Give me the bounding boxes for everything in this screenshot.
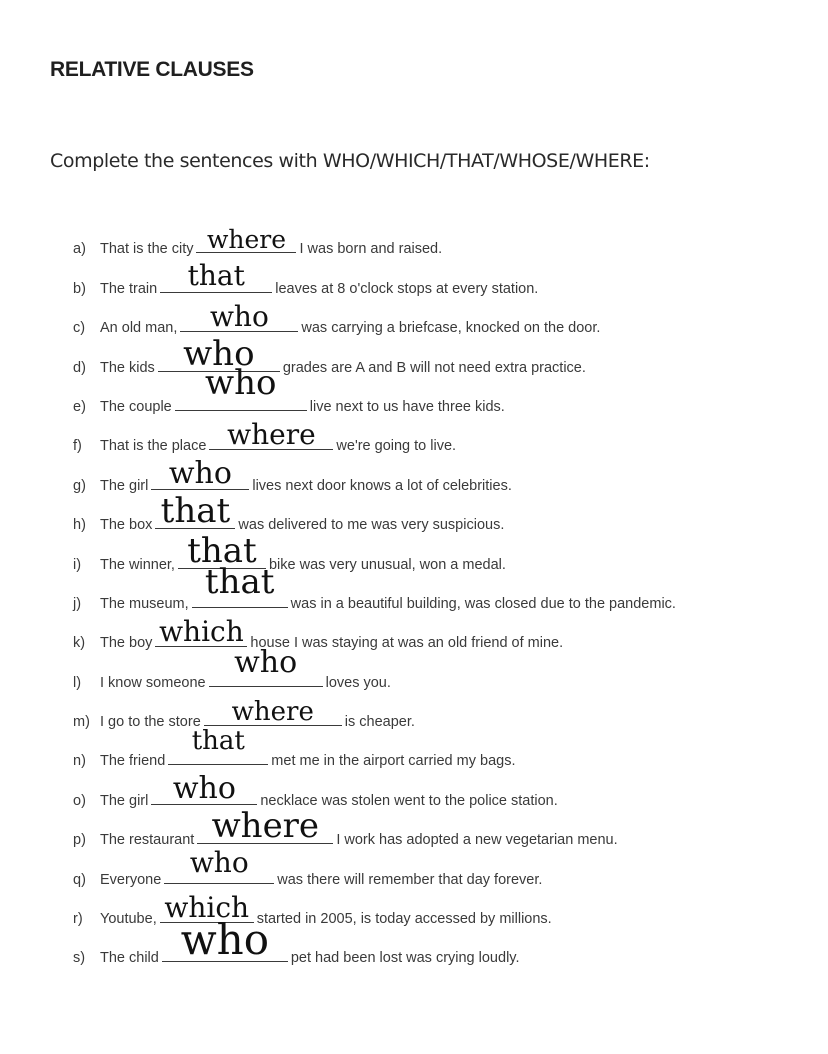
handwritten-answer: who [172, 770, 236, 806]
handwritten-answer: that [191, 726, 245, 757]
sentence-start: That is the city [100, 241, 194, 258]
sentence-start: The boy [100, 635, 153, 652]
sentence-end: was there will remember that day forever. [277, 871, 543, 888]
item-letter: c) [73, 320, 86, 337]
handwritten-answer: that [160, 491, 231, 532]
answer-blank[interactable] [196, 225, 296, 255]
sentence-end: was carrying a briefcase, knocked on the door. [301, 320, 601, 337]
sentence-start: The museum, [100, 595, 189, 612]
sentence-end: started in 2005, is today accessed by millions. [256, 911, 552, 928]
item-letter: q) [73, 871, 86, 888]
sentence-start: The girl [100, 477, 149, 494]
sentence-start: Everyone [100, 871, 162, 888]
sentence-end: grades are A and B will not need extra practice. [282, 359, 586, 376]
sentence-end: house I was staying at was an old friend of mine. [250, 635, 564, 652]
answer-blank[interactable] [164, 845, 274, 884]
sentence-end: necklace was stolen went to the police station. [260, 792, 558, 809]
sentence-start: Youtube, [100, 911, 157, 928]
item-letter: a) [73, 241, 86, 258]
answer-blank[interactable] [204, 697, 342, 728]
item-letter: l) [73, 674, 82, 691]
sentence-end: was in a beautiful building, was closed due to the pandemic. [290, 595, 676, 612]
sentence-end: met me in the airport carried my bags. [271, 753, 516, 770]
item-letter: g) [73, 477, 86, 494]
answer-blank[interactable] [168, 726, 268, 765]
answer-blank[interactable] [209, 644, 323, 687]
sentence-end: pet had been lost was crying loudly. [290, 950, 520, 967]
handwritten-answer: which [164, 891, 250, 925]
handwritten-answer: which [159, 615, 244, 649]
instructions: Complete the sentences with WHO/WHICH/THAT/WHOSE/WHERE: [50, 150, 650, 172]
item-letter: m) [73, 714, 90, 731]
handwritten-answer: who [183, 333, 255, 374]
answer-blank[interactable] [160, 258, 272, 293]
item-letter: f) [73, 438, 82, 455]
item-letter: d) [73, 359, 86, 376]
handwritten-answer: who [209, 300, 269, 334]
sentence-end: live next to us have three kids. [309, 398, 505, 415]
sentence-end: lives next door knows a lot of celebrities. [252, 477, 512, 494]
handwritten-answer: who [205, 362, 277, 403]
answer-blank[interactable] [151, 455, 249, 491]
sentence-start: The child [100, 950, 159, 967]
answer-blank[interactable] [209, 418, 333, 452]
sentence-start: The friend [100, 753, 166, 770]
item-letter: j) [73, 595, 82, 612]
item-letter: e) [73, 398, 86, 415]
answer-blank[interactable] [197, 806, 333, 847]
handwritten-answer: who [180, 915, 269, 965]
item-letter: p) [73, 832, 86, 849]
sentence-end: loves you. [325, 674, 391, 691]
sentence-end: is cheaper. [344, 714, 415, 731]
handwritten-answer: who [189, 845, 249, 879]
sentence-start: I know someone [100, 674, 206, 691]
handwritten-answer: where [227, 418, 316, 452]
sentence-start: The winner, [100, 556, 175, 573]
item-letter: r) [73, 911, 83, 928]
item-letter: h) [73, 517, 86, 534]
handwritten-answer: that [187, 258, 245, 292]
item-letter: i) [73, 556, 82, 573]
handwritten-answer: that [204, 561, 275, 602]
item-letter: b) [73, 280, 86, 297]
handwritten-answer: where [211, 806, 320, 847]
handwritten-answer: that [187, 530, 257, 571]
item-letter: k) [73, 635, 86, 652]
sentence-start: The restaurant [100, 832, 195, 849]
handwritten-answer: where [231, 697, 314, 728]
answer-blank[interactable] [175, 362, 307, 411]
answer-blank[interactable] [180, 300, 298, 334]
handwritten-answer: where [206, 225, 286, 255]
sentence-start: The girl [100, 792, 149, 809]
sentence-start: An old man, [100, 320, 178, 337]
sentence-end: I work has adopted a new vegetarian menu. [336, 832, 618, 849]
item-letter: n) [73, 753, 86, 770]
handwritten-answer: who [234, 644, 298, 680]
sentence-start: The couple [100, 398, 172, 415]
item-letter: o) [73, 792, 86, 809]
sentence-start: The box [100, 517, 153, 534]
sentence-start: That is the place [100, 438, 207, 455]
sentence-end: I was born and raised. [299, 241, 443, 258]
answer-blank[interactable] [162, 915, 288, 965]
answer-blank[interactable] [155, 491, 235, 532]
answer-blank[interactable] [192, 561, 288, 608]
item-letter: s) [73, 950, 86, 967]
sentence-end: we're going to live. [336, 438, 457, 455]
page-title: RELATIVE CLAUSES [50, 58, 254, 81]
sentence-start: The train [100, 280, 158, 297]
answer-blank[interactable] [151, 770, 257, 806]
sentence-start: I go to the store [100, 714, 201, 731]
sentence-end: was delivered to me was very suspicious. [238, 517, 505, 534]
sentence-end: bike was very unusual, won a medal. [268, 556, 506, 573]
sentence-end: leaves at 8 o'clock stops at every station. [275, 280, 539, 297]
handwritten-answer: who [168, 455, 232, 491]
sentence-start: The kids [100, 359, 155, 376]
